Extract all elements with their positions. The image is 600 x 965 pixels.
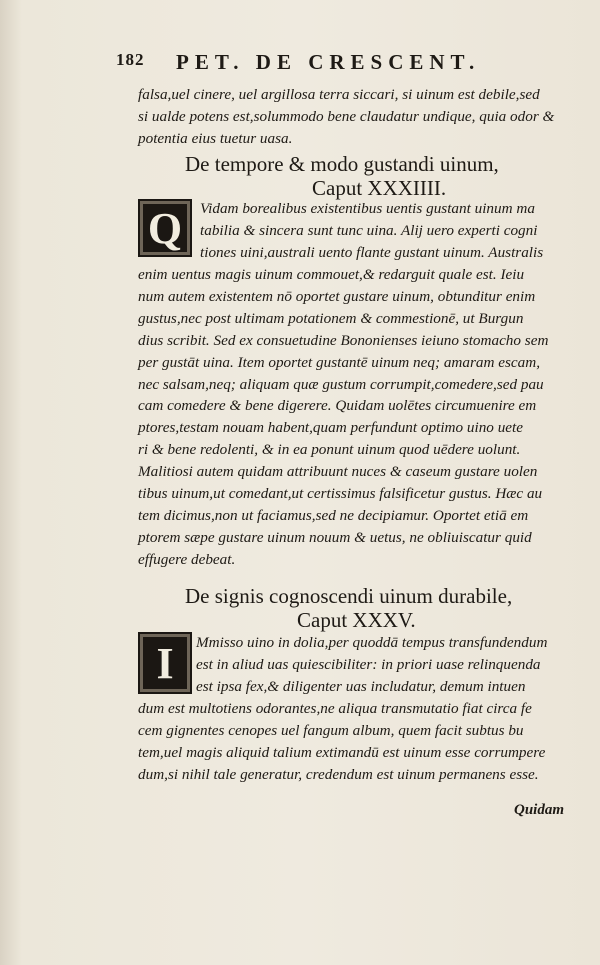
chapter-35-first-lines: [196, 632, 580, 698]
chapter-35-body: [138, 698, 578, 786]
initial-i-decorated: I: [138, 632, 192, 694]
text-line: potentia eius tuetur uasa.: [138, 129, 293, 147]
initial-q-decorated: Q: [138, 199, 192, 257]
text-line: tibus uinum,ut comedant,ut certissimus falsificetur gustus. Hæc au: [138, 485, 543, 503]
text-line: nec salsam,neq; aliquam quæ gustum corrumpit,comedere,sed pau: [138, 375, 544, 393]
continuation-paragraph: [138, 84, 578, 150]
text-line: falsa,uel cinere, uel argillosa terra siccari, si uinum est debile,sed: [138, 86, 540, 103]
chapter-35-heading: [185, 584, 585, 632]
chapter-title: De signis cognoscendi uinum durabile,: [185, 584, 513, 608]
text-line: ri & bene redolenti, & in ea ponunt uinum quod uēdere uolunt.: [138, 441, 521, 459]
text-line: effugere debeat.: [138, 550, 236, 568]
chapter-number: Caput XXXV.: [297, 608, 416, 632]
text-line: est ipsa fex,& diligenter uas includatur, demum intuen: [196, 677, 526, 695]
running-title: PET. DE CRESCENT.: [176, 50, 481, 74]
text-line: tabilia & sincera sunt tunc uina. Alij uero experti cogni: [200, 221, 538, 239]
text-line: cam comedere & bene digerere. Quidam uolētes circumuenire em: [138, 397, 537, 415]
chapter-34-body: [138, 264, 578, 571]
text-line: dum est multotiens odorantes,ne aliqua transmutatio fiat circa fe: [138, 700, 532, 717]
text-line: per gustāt uina. Item oportet gustantē uinum neq; amaram escam,: [138, 353, 541, 371]
text-line: est in aliud uas quiescibiliter: in priori uase relinquenda: [196, 655, 541, 673]
text-line: tem,uel magis aliquid talium extimandū est uinum esse corrumpere: [138, 743, 546, 761]
text-line: ptores,testam nouam habent,quam perfundunt optimo uino uete: [138, 419, 523, 437]
text-line: enim uentus magis uinum commouet,& redarguit quale est. Ieiu: [138, 266, 525, 283]
text-line: gustus,nec post ultimam potationem & commestionē, ut Burgun: [138, 309, 524, 327]
text-line: dius scribit. Sed ex consuetudine Bononienses ieiuno stomacho sem: [138, 331, 549, 349]
text-line: dum,si nihil tale generatur, credendum est uinum permanens esse.: [138, 765, 539, 783]
text-line: tiones uini,australi uento flante gustant uinum. Australis: [200, 243, 544, 261]
text-line: Mmisso uino in dolia,per quoddā tempus transfundendum: [196, 634, 548, 651]
chapter-title: De tempore & modo gustandi uinum,: [185, 152, 499, 176]
text-line: Malitiosi autem quidam attribuunt nuces & caseum gustare uolen: [138, 463, 538, 481]
text-line: tem dicimus,non ut faciamus,sed ne decipiamur. Oportet etiā em: [138, 506, 529, 524]
catchword: Quidam: [514, 802, 565, 818]
text-line: Vidam borealibus existentibus uentis gustant uinum ma: [200, 200, 535, 217]
chapter-number: Caput XXXIIII.: [312, 176, 447, 200]
folio-number: 182: [116, 50, 145, 69]
text-line: num autem existentem nō oportet gustare uinum, obtunditur enim: [138, 287, 536, 305]
text-line: ptorem sæpe gustare uinum nouum & uetus, ne obliuiscatur quid: [138, 528, 532, 546]
text-line: cem gignentes cenopes uel fangum album, quem facit subtus bu: [138, 721, 524, 739]
text-line: si ualde potens est,solummodo bene claudatur undique, quia odor &: [138, 107, 555, 125]
chapter-34-heading: [185, 152, 585, 200]
page-header: [116, 48, 508, 78]
chapter-34-first-lines: [200, 198, 580, 264]
